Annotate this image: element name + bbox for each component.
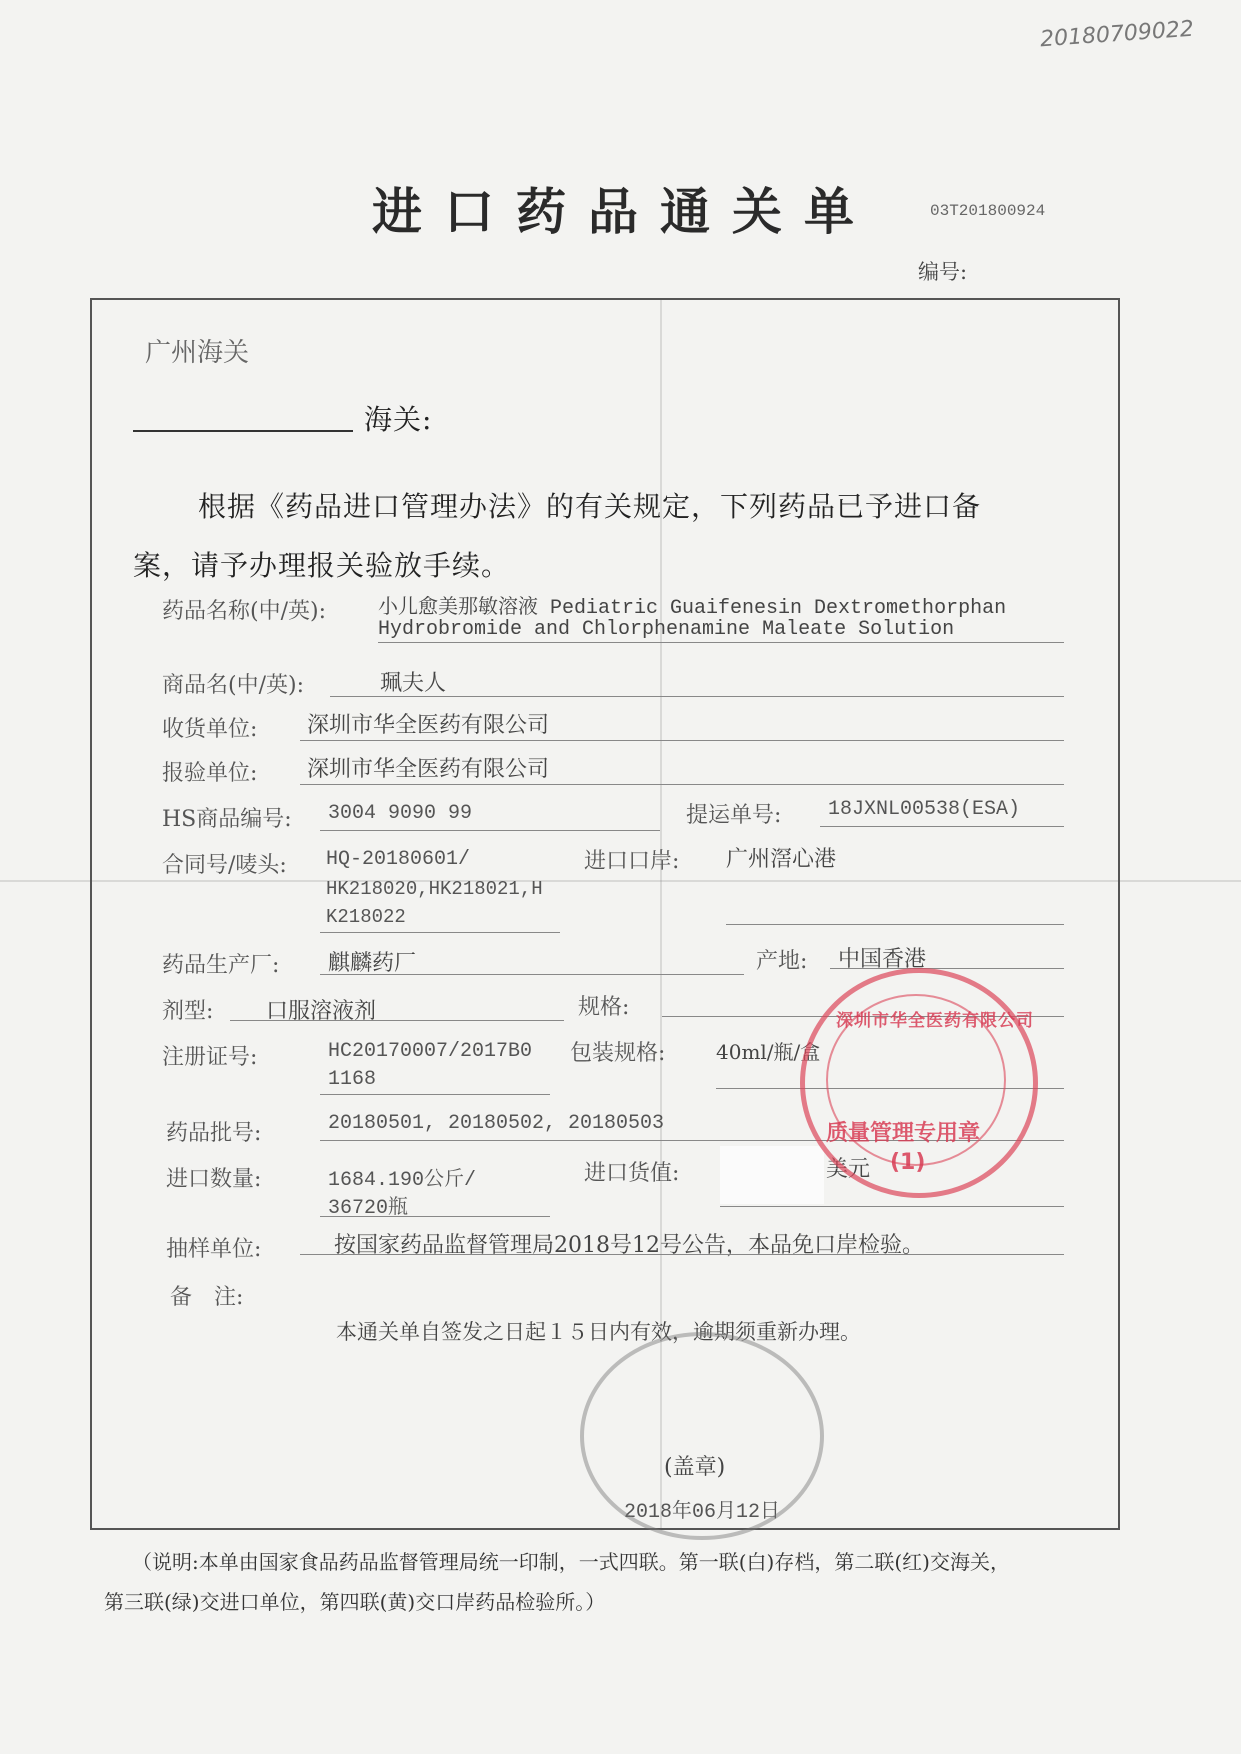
contract-value-1: HQ-20180601/	[326, 848, 471, 871]
trade-name-underline	[330, 696, 1064, 697]
sampling-label: 抽样单位:	[166, 1237, 262, 1262]
dosage-form-label: 剂型:	[162, 999, 214, 1024]
intro-line-1: 根据《药品进口管理办法》的有关规定，下列药品已予进口备	[198, 490, 982, 523]
footer-line-1: （说明:本单由国家食品药品监督管理局统一印制，一式四联。第一联(白)存档，第二联(红)交海关，	[132, 1550, 1010, 1574]
registration-value-1: HC20170007/2017B0	[328, 1040, 533, 1063]
dosage-form-value: 口服溶液剂	[266, 999, 377, 1024]
red-stamp-text: 质量管理专用章	[826, 1121, 981, 1146]
footer-line-2: 第三联(绿)交进口单位，第四联(黄)交口岸药品检验所。）	[104, 1590, 606, 1614]
port-value: 广州滘心港	[726, 847, 837, 872]
inspection-unit-value: 深圳市华全医药有限公司	[307, 757, 550, 782]
contract-label: 合同号/唛头:	[162, 853, 287, 878]
bill-underline	[820, 826, 1064, 827]
drug-name-underline	[378, 642, 1064, 643]
value-label: 进口货值:	[584, 1161, 680, 1186]
port-label: 进口口岸:	[584, 849, 680, 874]
drug-name-value-2: Hydrobromide and Chlorphenamine Maleate Solution	[378, 618, 955, 641]
origin-label: 产地:	[756, 949, 808, 974]
registration-value-2: 1168	[328, 1068, 377, 1091]
serial-code: 03T201800924	[930, 202, 1046, 220]
registration-underline	[320, 1094, 550, 1095]
bill-label: 提运单号:	[686, 803, 782, 828]
customs-seal	[580, 1332, 824, 1540]
contract-value-3: K218022	[326, 906, 406, 928]
spec-label: 规格:	[578, 995, 630, 1020]
package-label: 包装规格:	[570, 1041, 666, 1066]
validity-note: 本通关单自签发之日起１５日内有效，逾期须重新办理。	[336, 1320, 861, 1344]
manufacturer-label: 药品生产厂:	[162, 953, 280, 978]
consignee-label: 收货单位:	[162, 717, 258, 742]
red-stamp-number: (1)	[890, 1150, 926, 1175]
quantity-value-1: 1684.190公斤/	[328, 1169, 477, 1192]
intro-line-2: 案，请予办理报关验放手续。	[133, 549, 511, 582]
customs-underline	[133, 430, 353, 432]
seal-label: (盖章)	[664, 1455, 726, 1480]
consignee-underline	[300, 740, 1064, 741]
origin-value: 中国香港	[838, 947, 927, 972]
contract-underline	[320, 932, 560, 933]
batch-label: 药品批号:	[166, 1121, 262, 1146]
package-value: 40ml/瓶/盒	[716, 1040, 821, 1064]
inspection-unit-underline	[300, 784, 1064, 785]
trade-name-label: 商品名(中/英):	[162, 673, 304, 698]
batch-value: 20180501, 20180502, 20180503	[328, 1112, 665, 1135]
manufacturer-underline	[320, 974, 744, 975]
trade-name-value: 珮夫人	[380, 671, 447, 696]
origin-underline	[830, 968, 1064, 969]
currency: 美元	[826, 1157, 871, 1182]
value-redacted-box	[720, 1146, 824, 1204]
customs-handwritten: 广州海关	[145, 338, 250, 368]
hs-code-underline	[320, 830, 660, 831]
drug-name-value-1: 小儿愈美那敏溶液 Pediatric Guaifenesin Dextromethorphan	[378, 597, 1007, 620]
customs-label: 海关:	[364, 403, 433, 436]
registration-label: 注册证号:	[162, 1045, 258, 1070]
drug-name-label: 药品名称(中/英):	[162, 599, 326, 624]
red-stamp-ring-text: 深圳市华全医药有限公司	[836, 1011, 1034, 1031]
manufacturer-value: 麒麟药厂	[328, 951, 417, 976]
consignee-value: 深圳市华全医药有限公司	[307, 713, 550, 738]
document-title: 进口药品通关单	[372, 182, 876, 241]
contract-value-2: HK218020,HK218021,H	[326, 878, 543, 900]
quantity-value-2: 36720瓶	[328, 1197, 409, 1220]
inspection-unit-label: 报验单位:	[162, 761, 258, 786]
number-label: 编号:	[918, 260, 968, 284]
sampling-underline	[300, 1254, 1064, 1255]
quantity-label: 进口数量:	[166, 1167, 262, 1192]
dosage-form-underline	[230, 1020, 564, 1021]
value-underline	[720, 1206, 1064, 1207]
issue-date: 2018年06月12日	[624, 1501, 781, 1524]
sampling-value: 按国家药品监督管理局2018号12号公告，本品免口岸检验。	[334, 1233, 924, 1258]
quantity-underline	[320, 1216, 550, 1217]
hs-code-value: 3004 9090 99	[328, 802, 473, 825]
handwritten-number: 20180709022	[1039, 16, 1195, 53]
remarks-label: 备 注:	[170, 1285, 244, 1310]
bill-value: 18JXNL00538(ESA)	[828, 798, 1021, 821]
hs-code-label: HS商品编号:	[162, 807, 292, 832]
port-underline	[726, 924, 1064, 925]
